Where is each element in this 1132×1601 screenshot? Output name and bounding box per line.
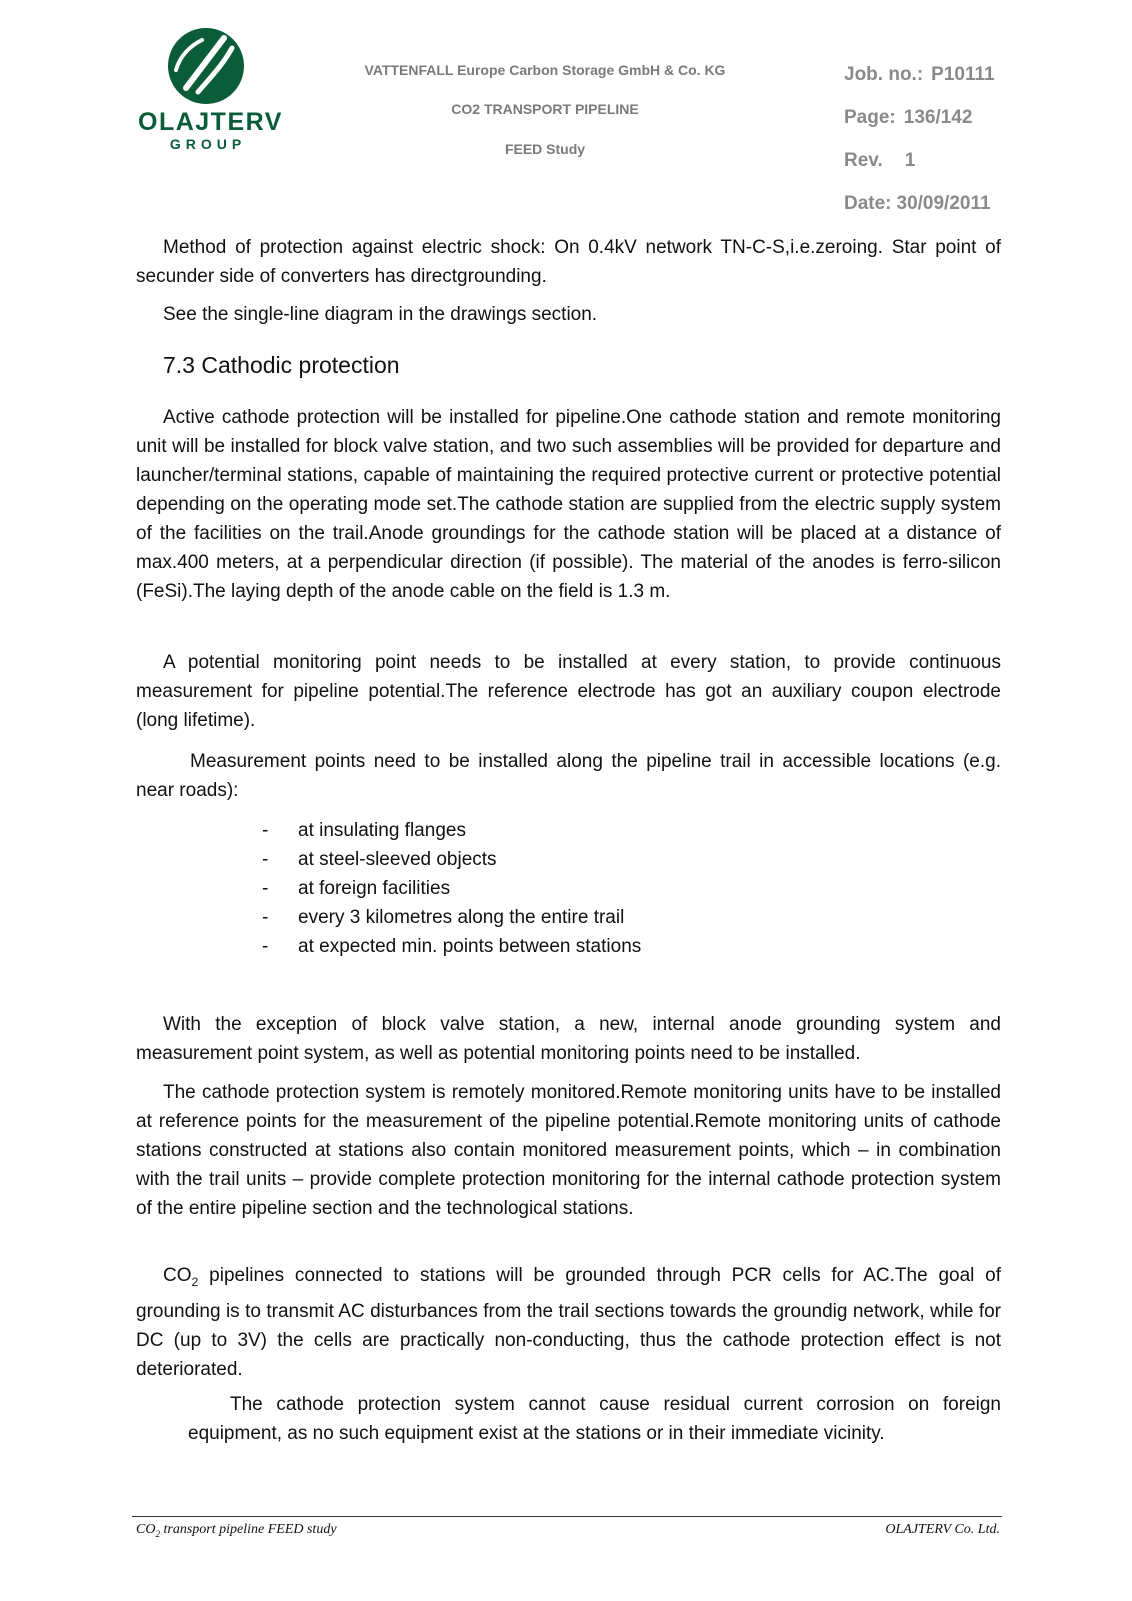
bullet-marker: - (262, 820, 269, 841)
footer-divider (132, 1516, 1002, 1517)
rev-label: Rev. (844, 150, 883, 171)
rev-value: 1 (904, 150, 916, 171)
list-item (262, 845, 641, 874)
paragraph-block-valve-exception (136, 1010, 1001, 1068)
bullet-marker: - (262, 878, 269, 899)
paragraph-text: Method of protection against electric shock: On 0.4kV network TN-C-S,i.e.zeroing. Star point of secunder side of converters has directgrounding. (136, 237, 1001, 287)
header-job-number (844, 64, 995, 86)
footer-company: OLAJTERV Co. Ltd. (885, 1522, 1000, 1537)
header-company: VATTENFALL Europe Carbon Storage GmbH & Co. KG (364, 62, 726, 78)
paragraph-monitoring-point (136, 648, 1001, 735)
co2-subscript: 2 (191, 1274, 199, 1289)
date-label: Date: (844, 193, 892, 214)
paragraph-remote-monitoring (136, 1078, 1001, 1223)
paragraph-co2-grounding (136, 1261, 1001, 1384)
page-label: Page: (844, 107, 896, 128)
date-value: 30/09/2011 (896, 193, 991, 214)
section-heading: 7.3 Cathodic protection (163, 352, 400, 378)
header-study: FEED Study (504, 141, 586, 157)
job-value: P10111 (931, 64, 995, 85)
footer-document-title (136, 1522, 337, 1539)
paragraph-text: See the single-line diagram in the drawings section. (163, 304, 598, 325)
header-project: CO2 TRANSPORT PIPELINE (451, 101, 639, 117)
header-revision (844, 150, 915, 172)
list-item-text: at steel-sleeved objects (298, 849, 497, 870)
header-page (844, 107, 972, 129)
list-item-text: every 3 kilometres along the entire trail (298, 907, 625, 928)
bullet-marker: - (262, 936, 269, 957)
job-label: Job. no.: (844, 64, 924, 85)
paragraph-see-diagram (136, 300, 1001, 329)
footer-title-text: transport pipeline FEED study (160, 1522, 337, 1537)
paragraph-text: The cathode protection system cannot cause residual current corrosion on foreign equipment, as no such equipment exist at the stations or in their immediate vicinity. (188, 1394, 1001, 1444)
bullet-marker: - (262, 907, 269, 928)
list-item (262, 816, 641, 845)
list-item-text: at insulating flanges (298, 820, 466, 841)
logo-name: OLAJTERV (138, 108, 283, 136)
logo-group: GROUP (169, 136, 247, 152)
paragraph-text: A potential monitoring point needs to be installed at every station, to provide continuous measurement for pipeline potential.The reference electrode has got an auxiliary coupon electrode (long lifetime). (136, 652, 1001, 731)
measurement-locations-list (262, 816, 641, 961)
co2-prefix: CO (163, 1265, 192, 1286)
paragraph-active-cathode (136, 403, 1001, 606)
paragraph-residual-current (188, 1390, 1001, 1448)
paragraph-text: pipelines connected to stations will be grounded through PCR cells for AC.The goal of grounding is to transmit AC disturbances from the trail sections towards the groundig network, while for DC (up to 3V) the cells are practically non-conducting, thus the cathode protection effect is not deteriorated. (136, 1265, 1001, 1380)
list-item (262, 874, 641, 903)
list-item-text: at foreign facilities (298, 878, 451, 899)
list-item (262, 932, 641, 961)
bullet-marker: - (262, 849, 269, 870)
page-value: 136/142 (903, 107, 973, 128)
paragraph-text: With the exception of block valve station, a new, internal anode grounding system and measurement point system, as well as potential monitoring points need to be installed. (136, 1014, 1001, 1064)
header-date (844, 193, 991, 215)
paragraph-text: The cathode protection system is remotely monitored.Remote monitoring units have to be installed at reference points for the measurement of the pipeline potential.Remote monitoring units of cathode stations constructed at stations also contain monitored measurement points, which – in combination with the trail units – provide complete protection monitoring for the internal cathode protection system of the entire pipeline section and the technological stations. (136, 1082, 1001, 1219)
paragraph-text: Active cathode protection will be installed for pipeline.One cathode station and remote monitoring unit will be installed for block valve station, and two such assemblies will be provided for departure and launcher/terminal stations, capable of maintaining the required protective current or protective potential depending on the operating mode set.The cathode station are supplied from the electric supply system of the facilities on the trail.Anode groundings for the cathode station will be placed at a distance of max.400 meters, at a perpendicular direction (if possible). The material of the anodes is ferro-silicon (FeSi).The laying depth of the anode cable on the field is 1.3 m. (136, 407, 1001, 602)
list-item-text: at expected min. points between stations (298, 936, 642, 957)
paragraph-shock-protection (136, 233, 1001, 291)
olajterv-logo (138, 22, 283, 162)
olajterv-leaf-icon (166, 26, 246, 106)
footer-co2-subscript: 2 (155, 1528, 160, 1539)
paragraph-text: Measurement points need to be installed along the pipeline trail in accessible locations (e.g. near roads): (136, 751, 1001, 801)
list-item (262, 903, 641, 932)
footer-co2-prefix: CO (136, 1522, 156, 1537)
paragraph-measurement-points (136, 747, 1001, 805)
